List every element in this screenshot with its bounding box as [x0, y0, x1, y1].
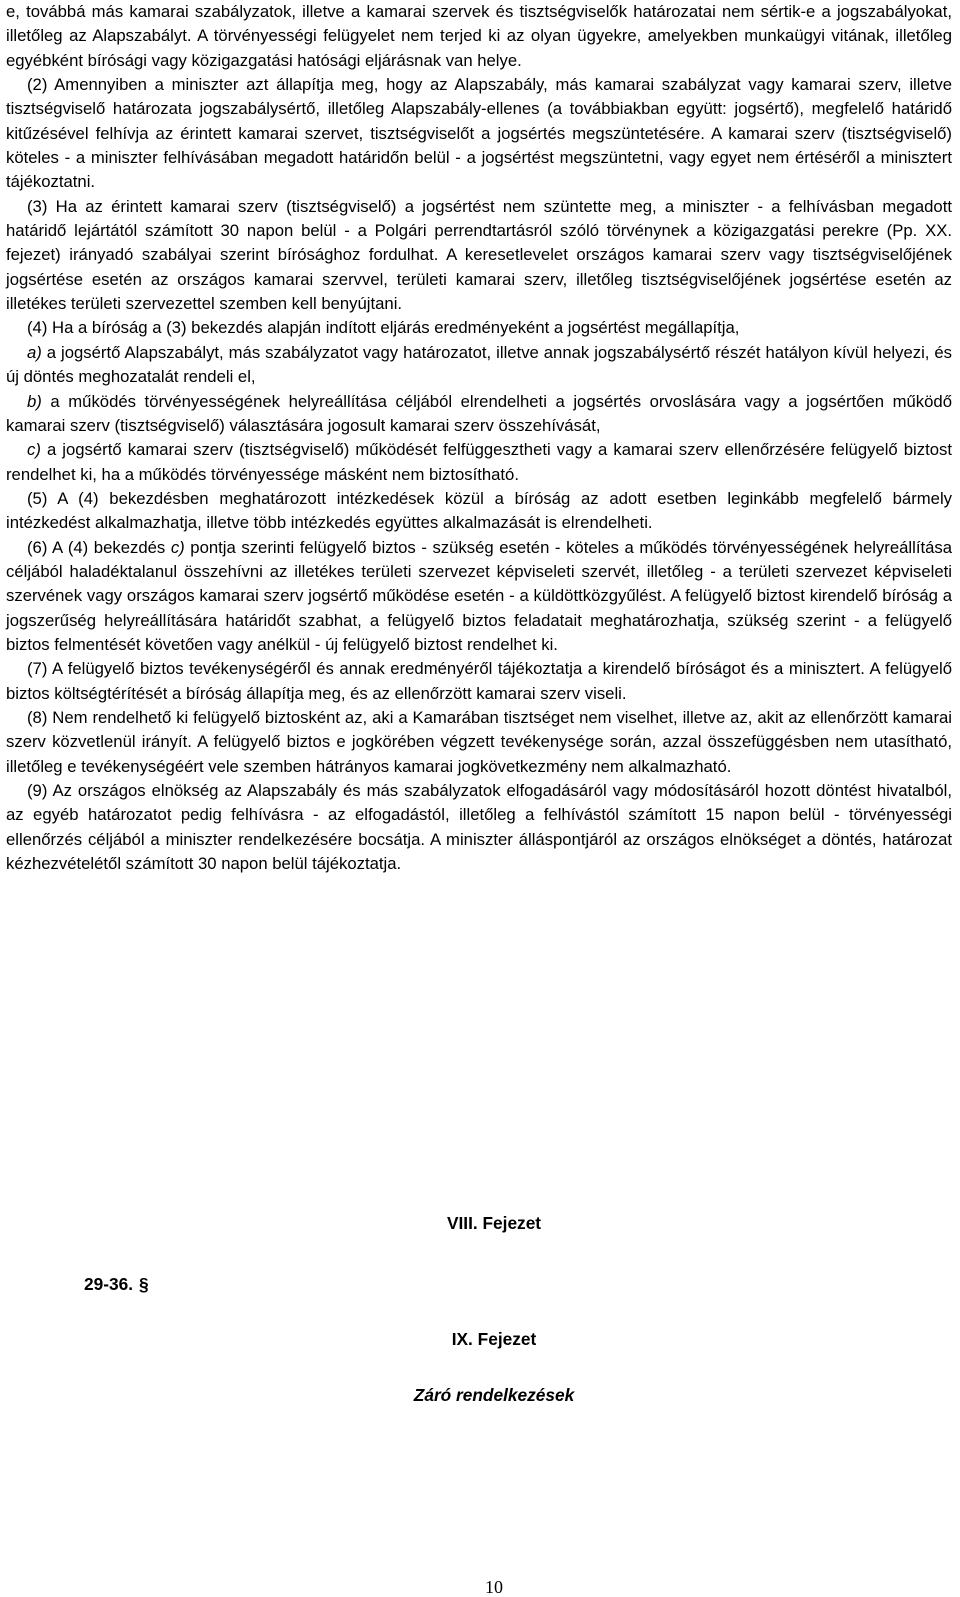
list-item-b: [6, 390, 952, 439]
paragraph-7: (7) A felügyelő biztos tevékenységéről és annak eredményéről tájékoztatja a kirendelő bíróságot és a minisztert. A felügyelő biztos költségtérítését a bíróság állapítja meg, és az ellenőrzött kamarai szerv viseli.: [6, 659, 952, 703]
paragraph-6-before: (6) A (4) bekezdés: [27, 537, 171, 557]
paragraph-3: (3) Ha az érintett kamarai szerv (tisztségviselő) a jogsértést nem szüntette meg, a miniszter - a felhívásban megadott határidő lejártától számított 30 napon belül - a Polgári perrendtartásról szóló törvénynek a közigazgatási perekre (Pp. XX. fejezet) irányadó szabályai szerint bírósághoz fordulhat. A keresetlevelet országos kamarai szerv vagy tisztségviselőjének jogsértése esetén az országos kamarai szervvel, területi kamarai szerv, illetőleg tisztségviselőjének jogsértése esetén az illetékes területi szervezettel szemben kell benyújtani.: [6, 196, 952, 314]
chapter-ix-heading: IX. Fejezet: [451, 1329, 537, 1349]
list-item-c: [6, 438, 952, 487]
chapter-viii-heading: VIII. Fejezet: [446, 1213, 542, 1233]
page-number: 10: [485, 1577, 503, 1597]
paragraph-4: (4) Ha a bíróság a (3) bekezdés alapján indított eljárás eredményeként a jogsértést megállapítja,: [27, 318, 740, 338]
section-range: [84, 1272, 149, 1296]
list-item-b-letter: b): [27, 391, 42, 411]
list-item-a-text: a jogsértő Alapszabályt, más szabályzatot vagy határozatot, illetve annak jogszabálysértő részét hatályon kívül helyezi, és új döntés meghozatalát rendeli el,: [6, 342, 952, 387]
paragraph-1-continuation: e, továbbá más kamarai szabályzatok, illetve a kamarai szervek és tisztségviselők határozatai nem sértik-e a jogszabályokat, illetőleg az Alapszabályt. A törvényességi felügyelet nem terjed ki az olyan ügyekre, amelyekben munkaügyi vitának, illetőleg egyébként bírósági vagy közigazgatási hatósági eljárásnak van helye.: [6, 2, 952, 70]
list-item-b-text: a működés törvényességének helyreállítása céljából elrendelheti a jogsértés orvoslására vagy a jogsértően működő kamarai szerv (tisztségviselő) választására jogosult kamarai szerv összehívását,: [6, 391, 952, 435]
list-item-c-letter: c): [27, 440, 41, 460]
list-item-a: [6, 341, 952, 390]
section-sign: §: [139, 1274, 149, 1294]
body-text: [6, 0, 952, 876]
paragraph-6: [6, 536, 952, 658]
paragraph-6-emphasis: c): [170, 537, 185, 557]
section-range-number: 29-36.: [84, 1274, 134, 1294]
paragraph-2: (2) Amennyiben a miniszter azt állapítja meg, hogy az Alapszabály, más kamarai szabályzat vagy kamarai szerv, illetve tisztségviselő határozata jogszabálysértő, illetőleg Alapszabály-ellenes (a továbbiakban együtt: jogsértő), megfelelő határidő kitűzésével felhívja az érintett kamarai szervet, tisztségviselőt a jogsértés megszüntetésére. A kamarai szerv (tisztségviselő) köteles - a miniszter felhívásában megadott határidőn belül - a jogsértést megszüntetni, vagy egyet nem értéséről a minisztert tájékoztatni.: [6, 75, 952, 192]
list-item-a-letter: a): [27, 342, 42, 362]
paragraph-5: (5) A (4) bekezdésben meghatározott intézkedések közül a bíróság az adott esetben leginkább megfelelő bármely intézkedést alkalmazhatja, illetve több intézkedés együttes alkalmazását is elrendelheti.: [6, 488, 952, 533]
list-item-c-text: a jogsértő kamarai szerv (tisztségviselő) működését felfüggesztheti vagy a kamarai szerv ellenőrzésére felügyelő biztost rendelhet ki, ha a működés törvényessége másként nem biztosítható.: [6, 440, 952, 484]
paragraph-8: (8) Nem rendelhető ki felügyelő biztosként az, aki a Kamarában tisztséget nem viselhet, illetve az, akit az ellenőrzött kamarai szerv közvetlenül irányít. A felügyelő biztos e jogkörében végzett tevékenysége során, azzal összefüggésben nem utasítható, illetőleg e tevékenységéért vele szemben hátrányos kamarai jogkövetkezmény nem alkalmazható.: [6, 707, 952, 776]
paragraph-6-after: pontja szerinti felügyelő biztos - szükség esetén - köteles a működés törvényességének helyreállítása céljából haladéktalanul összehívni az illetékes területi szervezet képviseleti szervét, illetőleg - a területi szervezet képviseleti szervének vagy országos kamarai szerv jogsértő működése esetén - a küldöttközgyűlést. A felügyelő biztost kirendelő bíróság a jogszerűség helyreállítására határidőt szabhat, a felügyelő biztos feladatait meghatározhatja, szükség szerint - a felügyelő biztos felmentését követően vagy anélkül - új felügyelő biztost rendelhet ki.: [6, 537, 952, 654]
paragraph-9: (9) Az országos elnökség az Alapszabály és más szabályzatok elfogadásáról vagy módosításáról hozott döntést hivatalból, az egyéb határozatot pedig felhívásra - az elfogadástól, illetőleg a felhívástól számított 15 napon belül - törvényességi ellenőrzés céljából a miniszter rendelkezésére bocsátja. A miniszter álláspontjáról az országos elnökséget a döntés, határozat kézhezvételétől számított 30 napon belül tájékoztatja.: [6, 781, 952, 874]
closing-provisions-title: Záró rendelkezések: [413, 1385, 575, 1405]
